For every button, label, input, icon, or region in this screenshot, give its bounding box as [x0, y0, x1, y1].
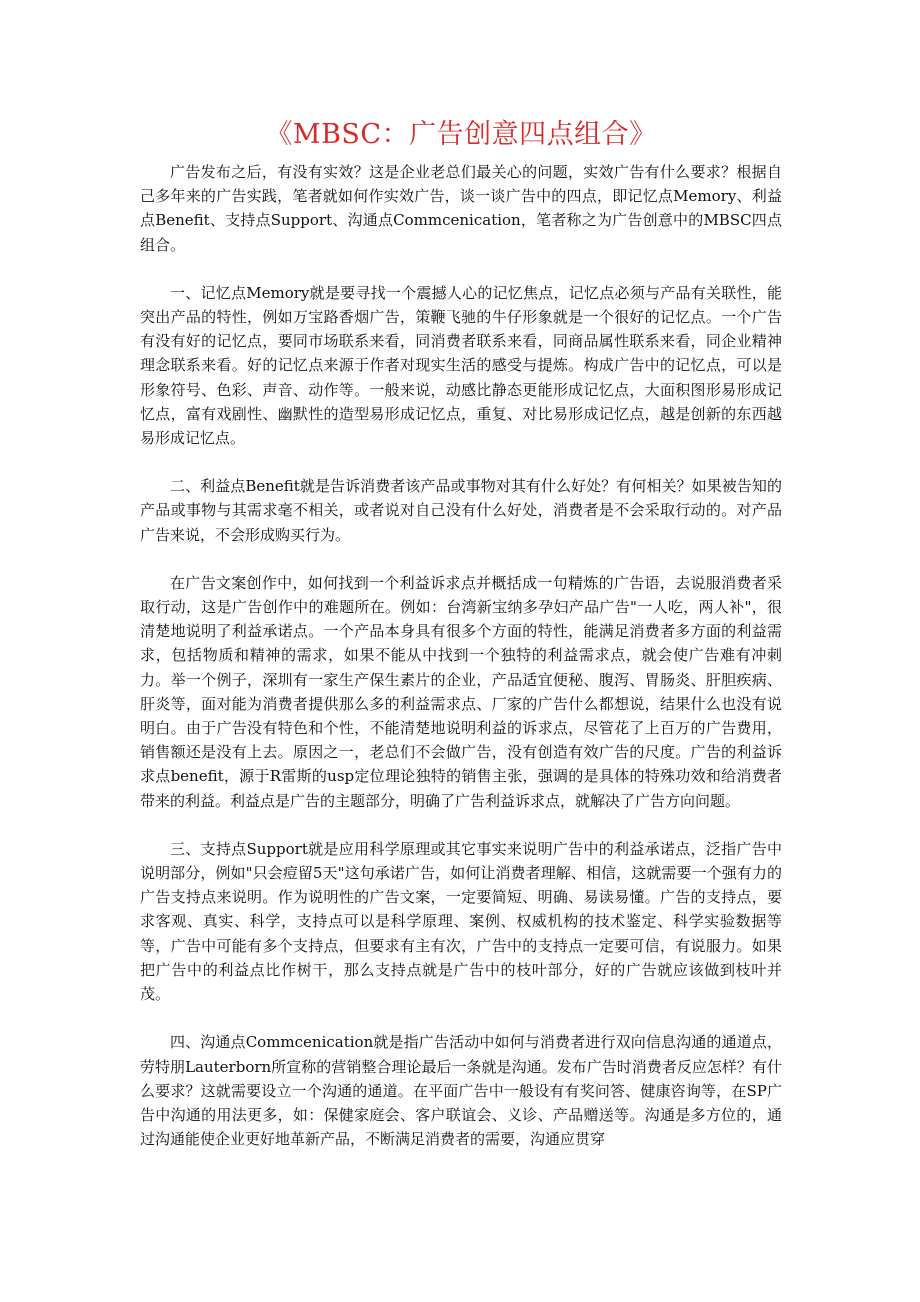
paragraph-spacer — [140, 450, 782, 474]
communication-paragraph: 四、沟通点Commcenication就是指广告活动中如何与消费者进行双向信息沟通的通道点，劳特朋Lauterborn所宣称的营销整合理论最后一条就是沟通。发布广告时消费者反应怎样？有什么要求？这就需要设立一个沟通的通道。在平面广告中一般设有有奖问答、健康咨询等，在SP广告中沟通的用法更多，如：保健家庭会、客户联谊会、义诊、产品赠送等。沟通是多方位的，通过沟通能使企业更好地革新产品，不断满足消费者的需要，沟通应贯穿 — [140, 1033, 782, 1149]
document-title: 《MBSC：广告创意四点组合》 — [265, 119, 657, 150]
paragraph-spacer — [140, 257, 782, 281]
benefit-paragraph: 二、利益点Benefit就是告诉消费者该产品或事物对其有什么好处？有何相关？如果被告知的产品或事物与其需求毫不相关，或者说对自己没有什么好处，消费者是不会采取行动的。对产品广告来说，不会形成购买行为。 — [140, 477, 782, 544]
paragraph-spacer — [140, 547, 782, 571]
benefit-detail-paragraph: 在广告文案创作中，如何找到一个利益诉求点并概括成一句精炼的广告语，去说服消费者采取行动，这是广告创作中的难题所在。例如：台湾新宝纳多孕妇产品广告"一人吃，两人补"，很清楚地说明了利益承诺点。一个产品本身具有很多个方面的特性，能满足消费者多方面的利益需求，包括物质和精神的需求，如果不能从中找到一个独特的利益需求点，就会使广告难有冲刺力。举一个例子，深圳有一家生产保生素片的企业，产品适宜便秘、腹泻、胃肠炎、肝胆疾病、肝炎等，面对能为消费者提供那么多的利益需求点、厂家的广告什么都想说，结果什么也没有说明白。由于广告没有特色和个性，不能清楚地说明利益的诉求点，尽管花了上百万的广告费用，销售额还是没有上去。原因之一，老总们不会做广告，没有创造有效广告的尺度。广告的利益诉求点benefit，源于R雷斯的usp定位理论独特的销售主张，强调的是具体的特殊功效和给消费者带来的利益。利益点是广告的主题部分，明确了广告利益诉求点，就解决了广告方向问题。 — [140, 573, 782, 810]
paragraph-spacer — [140, 1006, 782, 1030]
paragraph-spacer — [140, 813, 782, 837]
intro-paragraph: 广告发布之后，有没有实效？这是企业老总们最关心的问题，实效广告有什么要求？根据自己多年来的广告实践，笔者就如何作实效广告，谈一谈广告中的四点，即记忆点Memory、利益点Benefit、支持点Support、沟通点Commcenication，笔者称之为广告创意中的MBSC四点组合。 — [140, 163, 782, 254]
document-page — [140, 112, 782, 1151]
memory-paragraph: 一、记忆点Memory就是要寻找一个震撼人心的记忆焦点，记忆点必须与产品有关联性，能突出产品的特性，例如万宝路香烟广告，策鞭飞驰的牛仔形象就是一个很好的记忆点。一个广告有没有好的记忆点，要同市场联系来看，同消费者联系来看，同商品属性联系来看，同企业精神理念联系来看。好的记忆点来源于作者对现实生活的感受与提炼。构成广告中的记忆点，可以是形象符号、色彩、声音、动作等。一般来说，动感比静态更能形成记忆点，大面积图形易形成记忆点，富有戏剧性、幽默性的造型易形成记忆点，重复、对比易形成记忆点，越是创新的东西越易形成记忆点。 — [140, 283, 782, 448]
support-paragraph: 三、支持点Support就是应用科学原理或其它事实来说明广告中的利益承诺点，泛指广告中说明部分，例如"只会痘留5天"这句承诺广告，如何让消费者理解、相信，这就需要一个强有力的广告支持点来说明。作为说明性的广告文案，一定要简短、明确、易读易懂。广告的支持点，要求客观、真实、科学，支持点可以是科学原理、案例、权威机构的技术鉴定、科学实验数据等等，广告中可能有多个支持点，但要求有主有次，广告中的支持点一定要可信，有说服力。如果把广告中的利益点比作树干，那么支持点就是广告中的枝叶部分，好的广告就应该做到枝叶并茂。 — [140, 839, 782, 1004]
